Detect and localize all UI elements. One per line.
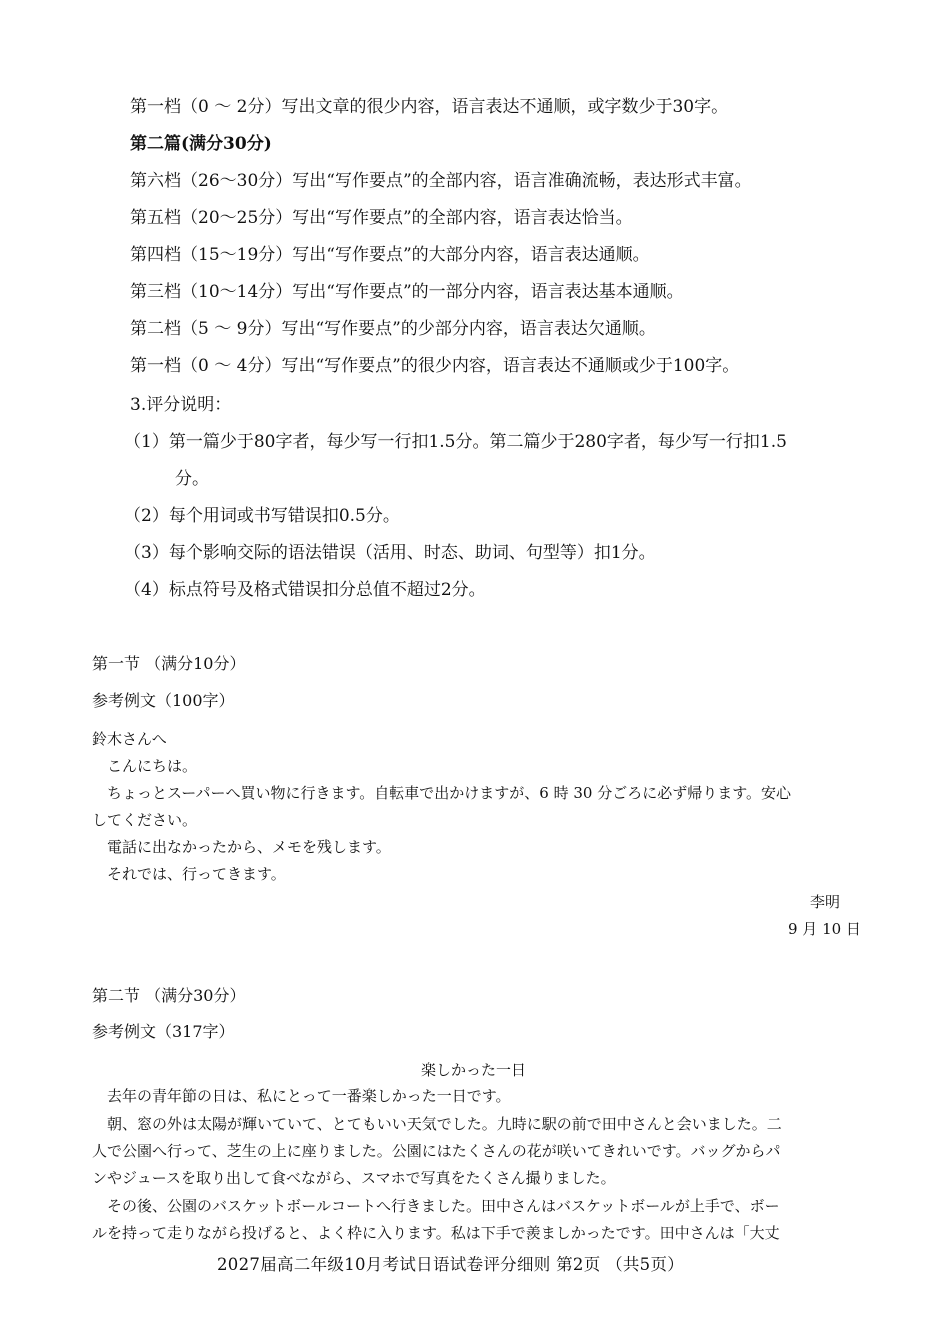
section2-sample-label: 参考例文（317字） [92,1022,235,1041]
note-3: （3）每个影响交际的语法错误（活用、时态、助词、句型等）扣1分。 [124,543,656,563]
essay-line: その後、公園のバスケットボールコートへ行きました。田中さんはバスケットボールが上手で、ボー [92,1197,780,1215]
part2-heading: 第二篇(满分30分) [130,134,272,154]
part2-level-3: 第三档（10～14分）写出“写作要点”的一部分内容，语言表达基本通顺。 [130,282,684,302]
notes-heading: 3.评分说明： [130,395,232,415]
page-footer: 2027届高二年级10月考试日语试卷评分细则 第2页 （共5页） [217,1255,685,1274]
essay-line: 人で公園へ行って、芝生の上に座りました。公園にはたくさんの花が咲いてきれいです。バッグからパ [92,1142,781,1160]
part2-level-6: 第六档（26～30分）写出“写作要点”的全部内容，语言准确流畅，表达形式丰富。 [130,171,752,191]
essay-line: ルを持って走りながら投げると、よく枠に入ります。私は下手で羨ましかったです。田中さんは「大丈 [92,1224,780,1242]
letter-date: 9 月 10 日 [788,920,861,938]
part2-level-5: 第五档（20～25分）写出“写作要点”的全部内容，语言表达恰当。 [130,208,633,228]
letter-line: してください。 [92,811,198,829]
note-1-continued: 分。 [175,469,209,489]
essay-line: 去年の青年節の日は、私にとって一番楽しかった一日です。 [92,1087,511,1105]
part2-level-4: 第四档（15～19分）写出“写作要点”的大部分内容，语言表达通顺。 [130,245,650,265]
essay-line: ンやジュースを取り出して食べながら、スマホで写真をたくさん撮りました。 [92,1169,616,1187]
part2-level-1: 第一档（0 ～ 4分）写出“写作要点”的很少内容，语言表达不通顺或少于100字。 [130,356,740,376]
letter-line: それでは、行ってきます。 [92,865,286,883]
section1-sample-label: 参考例文（100字） [92,691,235,710]
section1-heading: 第一节 （满分10分） [92,654,246,673]
note-1: （1）第一篇少于80字者，每少写一行扣1.5分。第二篇少于280字者，每少写一行扣1.5 [124,432,787,452]
rubric-part1-level1: 第一档（0 ～ 2分）写出文章的很少内容，语言表达不通顺，或字数少于30字。 [130,97,729,117]
section2-heading: 第二节 （满分30分） [92,986,246,1005]
letter-signature: 李明 [810,893,841,911]
letter-line: 電話に出なかったから、メモを残します。 [92,838,391,856]
letter-line: こんにちは。 [92,757,198,775]
letter-salutation: 鈴木さんへ [92,730,167,748]
note-4: （4）标点符号及格式错误扣分总值不超过2分。 [124,580,486,600]
letter-line: ちょっとスーパーへ買い物に行きます。自転車で出かけますが、6 時 30 分ごろに必ず帰ります。安心 [92,784,792,802]
note-2: （2）每个用词或书写错误扣0.5分。 [124,506,400,526]
essay-title: 楽しかった一日 [421,1061,527,1079]
part2-level-2: 第二档（5 ～ 9分）写出“写作要点”的少部分内容，语言表达欠通顺。 [130,319,656,339]
essay-line: 朝、窓の外は太陽が輝いていて、とてもいい天気でした。九時に駅の前で田中さんと会いました。二 [92,1115,782,1133]
